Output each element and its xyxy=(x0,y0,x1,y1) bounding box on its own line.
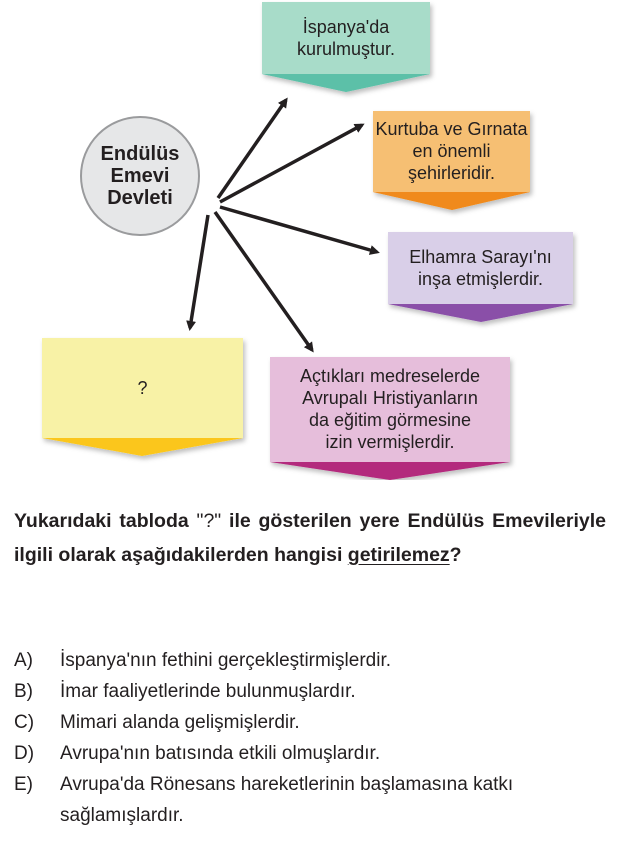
box-top xyxy=(262,2,430,74)
option-letter: E) xyxy=(14,774,33,795)
option-text: İmar faaliyetlerinde bulunmuşlardır. xyxy=(60,681,356,702)
option-text: Avrupa'nın batısında etkili olmuşlardır. xyxy=(60,743,381,764)
option-text: Mimari alanda gelişmişlerdir. xyxy=(60,712,300,733)
answer-options xyxy=(14,645,614,831)
question-stem xyxy=(14,504,606,572)
box-purple-text: Elhamra Sarayı'nı inşa etmişlerdir. xyxy=(409,247,552,289)
arrow-to-purple xyxy=(220,207,377,252)
center-circle xyxy=(80,116,200,236)
option-letter: B) xyxy=(14,681,33,702)
box-orange-text: Kurtuba ve Gırnata en önemli şehirleridir. xyxy=(375,119,528,183)
center-label: Endülüs Emevi Devleti xyxy=(100,143,180,209)
option-letter: C) xyxy=(14,712,35,733)
question-part1: Yukarıdaki tabloda xyxy=(14,510,197,532)
box-orange xyxy=(373,111,530,191)
arrow-to-yellow xyxy=(190,215,208,328)
option-b[interactable] xyxy=(14,676,614,707)
arrow-to-magenta xyxy=(215,212,312,350)
box-purple xyxy=(388,232,573,304)
question-quote: "?" xyxy=(196,510,222,532)
option-e[interactable] xyxy=(14,769,614,831)
box-magenta-text: Açtıkları medreselerde Avrupalı Hristiyanların da eğitim görmesine izin vermişlerdir. xyxy=(299,366,481,452)
question-underlined: getirilemez xyxy=(347,544,450,566)
option-letter: A) xyxy=(14,650,33,671)
question-part2: ile gösterilen yere Endülüs Emevileriyle ilgili olarak aşağıdakilerden hangisi xyxy=(14,510,606,566)
box-top-text: İspanya'da kurulmuştur. xyxy=(296,17,396,59)
box-yellow-text: ? xyxy=(137,378,148,398)
option-c[interactable] xyxy=(14,707,614,738)
question-end: ? xyxy=(449,544,462,566)
option-text: İspanya'nın fethini gerçekleştirmişlerdir. xyxy=(60,650,391,671)
option-d[interactable] xyxy=(14,738,614,769)
box-yellow xyxy=(42,338,243,438)
box-magenta xyxy=(270,357,510,461)
option-a[interactable] xyxy=(14,645,614,676)
option-letter: D) xyxy=(14,743,35,764)
option-text: Avrupa'da Rönesans hareketlerinin başlamasına katkı sağlamışlardır. xyxy=(60,774,514,826)
